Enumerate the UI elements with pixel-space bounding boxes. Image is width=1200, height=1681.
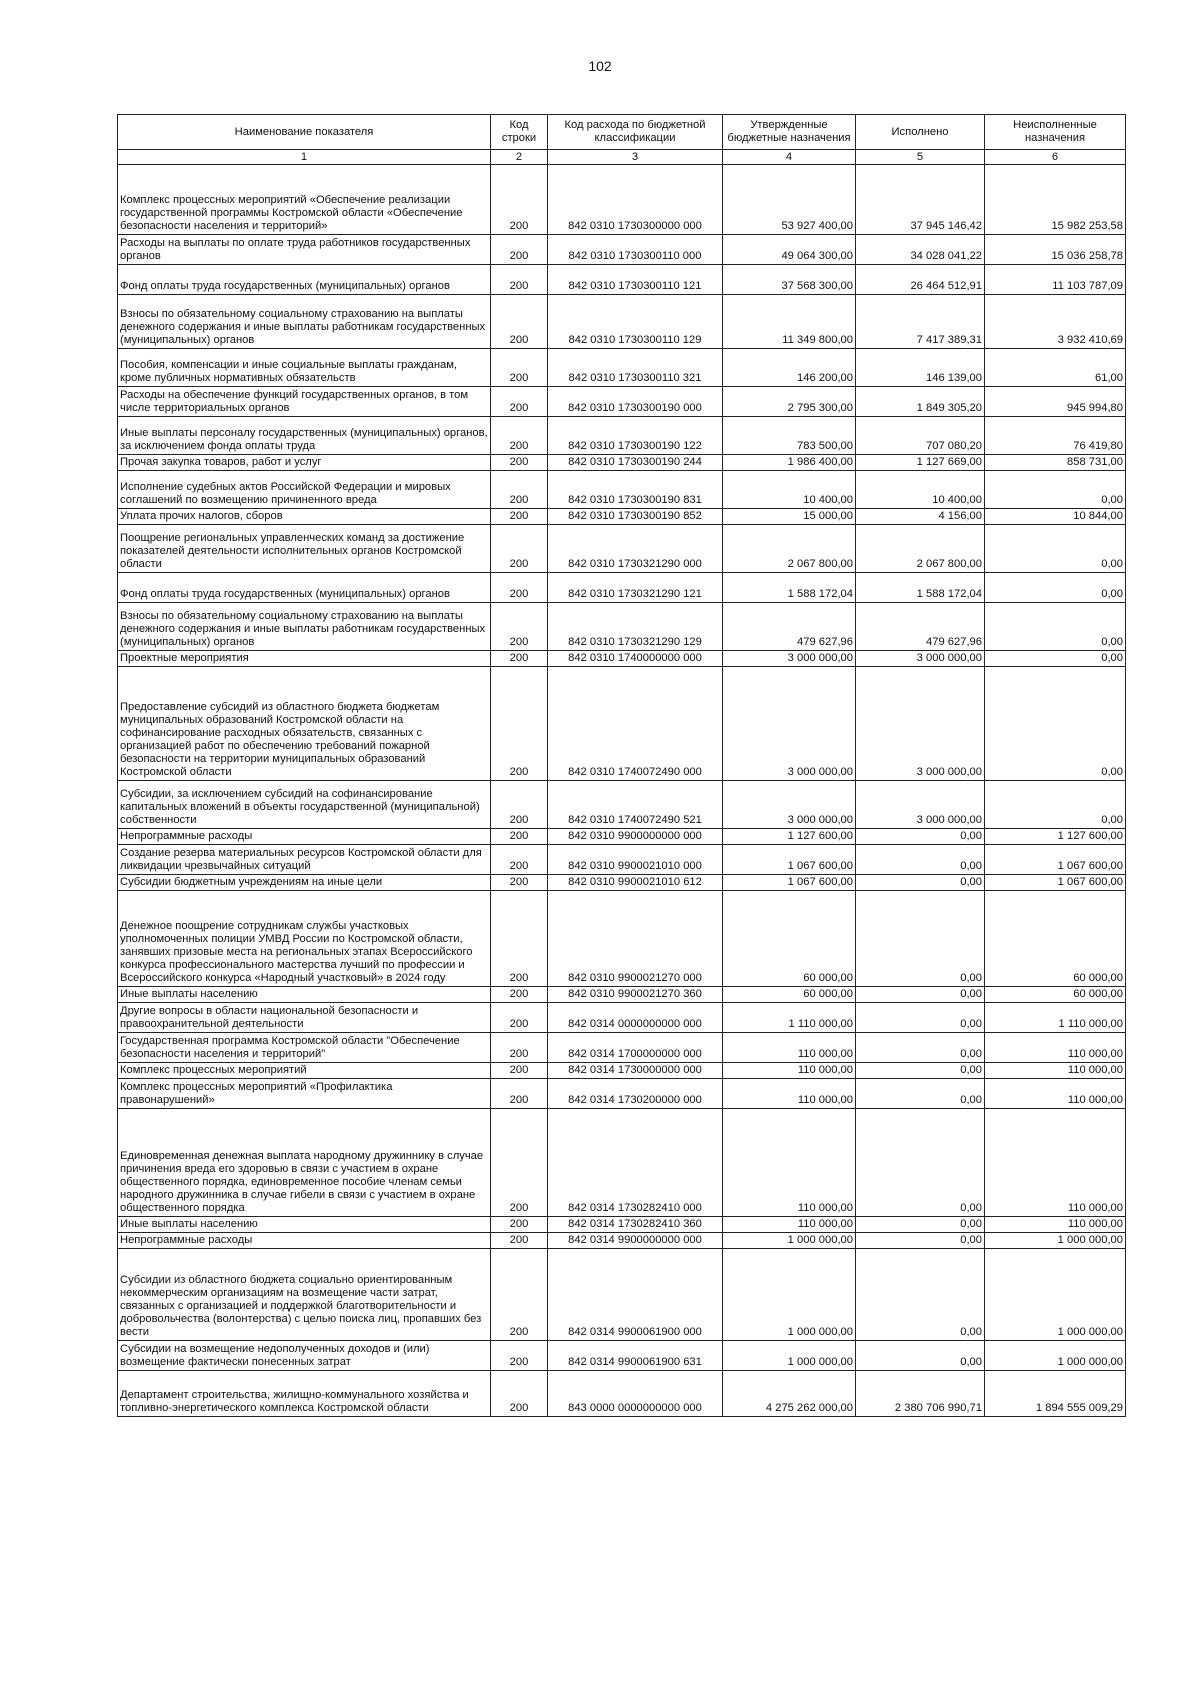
- executed-amount-cell: 0,00: [856, 875, 985, 891]
- header-line-code: Код строки: [491, 115, 548, 150]
- unexecuted-amount-cell: 3 932 410,69: [985, 295, 1126, 349]
- column-number: 5: [856, 150, 985, 165]
- indicator-name-cell: Субсидии бюджетным учреждениям на иные цели: [118, 875, 491, 891]
- indicator-name-cell: Взносы по обязательному социальному страхованию на выплаты денежного содержания и иные выплаты работникам государственных (муниципальных) органов: [118, 603, 491, 651]
- column-number: 1: [118, 150, 491, 165]
- table-row: [118, 265, 1126, 295]
- line-code-cell: 200: [491, 165, 548, 235]
- unexecuted-amount-cell: 61,00: [985, 349, 1126, 387]
- line-code-cell: 200: [491, 1249, 548, 1341]
- page-number: 102: [588, 58, 612, 74]
- table-row: [118, 235, 1126, 265]
- budget-class-cell: 842 0310 1730300000 000: [548, 165, 723, 235]
- unexecuted-amount-cell: 1 067 600,00: [985, 875, 1126, 891]
- unexecuted-amount-cell: 110 000,00: [985, 1109, 1126, 1217]
- approved-amount-cell: 783 500,00: [723, 417, 856, 455]
- table-row: [118, 1063, 1126, 1079]
- budget-class-cell: 842 0310 9900021270 000: [548, 891, 723, 987]
- budget-class-cell: 843 0000 0000000000 000: [548, 1371, 723, 1417]
- executed-amount-cell: 1 127 669,00: [856, 455, 985, 471]
- column-number-row: [118, 150, 1126, 165]
- table-row: [118, 667, 1126, 781]
- header-approved: Утвержденные бюджетные назначения: [723, 115, 856, 150]
- executed-amount-cell: 707 080,20: [856, 417, 985, 455]
- unexecuted-amount-cell: 15 982 253,58: [985, 165, 1126, 235]
- executed-amount-cell: 0,00: [856, 845, 985, 875]
- budget-class-cell: 842 0310 1730300190 244: [548, 455, 723, 471]
- indicator-name-cell: Единовременная денежная выплата народному дружиннику в случае причинения вреда его здоровью в связи с участием в охране общественного порядка, единовременное пособие членам семьи народного дружинника в случае гибели в связи с участием в охране общественного порядка: [118, 1109, 491, 1217]
- table-row: [118, 295, 1126, 349]
- approved-amount-cell: 4 275 262 000,00: [723, 1371, 856, 1417]
- approved-amount-cell: 110 000,00: [723, 1109, 856, 1217]
- executed-amount-cell: 0,00: [856, 1341, 985, 1371]
- approved-amount-cell: 1 000 000,00: [723, 1341, 856, 1371]
- executed-amount-cell: 0,00: [856, 1003, 985, 1033]
- executed-amount-cell: 37 945 146,42: [856, 165, 985, 235]
- unexecuted-amount-cell: 1 067 600,00: [985, 845, 1126, 875]
- line-code-cell: 200: [491, 603, 548, 651]
- unexecuted-amount-cell: 0,00: [985, 651, 1126, 667]
- line-code-cell: 200: [491, 509, 548, 525]
- table-row: [118, 1109, 1126, 1217]
- unexecuted-amount-cell: 15 036 258,78: [985, 235, 1126, 265]
- line-code-cell: 200: [491, 875, 548, 891]
- executed-amount-cell: 0,00: [856, 1063, 985, 1079]
- approved-amount-cell: 110 000,00: [723, 1033, 856, 1063]
- indicator-name-cell: Исполнение судебных актов Российской Федерации и мировых соглашений по возмещению причиненного вреда: [118, 471, 491, 509]
- budget-class-cell: 842 0314 1730200000 000: [548, 1079, 723, 1109]
- indicator-name-cell: Другие вопросы в области национальной безопасности и правоохранительной деятельности: [118, 1003, 491, 1033]
- unexecuted-amount-cell: 110 000,00: [985, 1079, 1126, 1109]
- indicator-name-cell: Прочая закупка товаров, работ и услуг: [118, 455, 491, 471]
- approved-amount-cell: 1 067 600,00: [723, 875, 856, 891]
- unexecuted-amount-cell: 0,00: [985, 525, 1126, 573]
- budget-class-cell: 842 0310 1730300190 122: [548, 417, 723, 455]
- table-row: [118, 471, 1126, 509]
- unexecuted-amount-cell: 10 844,00: [985, 509, 1126, 525]
- line-code-cell: 200: [491, 891, 548, 987]
- budget-class-cell: 842 0310 1730321290 129: [548, 603, 723, 651]
- indicator-name-cell: Субсидии на возмещение недополученных доходов и (или) возмещение фактически понесенных затрат: [118, 1341, 491, 1371]
- table-row: [118, 349, 1126, 387]
- line-code-cell: 200: [491, 387, 548, 417]
- approved-amount-cell: 479 627,96: [723, 603, 856, 651]
- line-code-cell: 200: [491, 417, 548, 455]
- unexecuted-amount-cell: 858 731,00: [985, 455, 1126, 471]
- line-code-cell: 200: [491, 1233, 548, 1249]
- approved-amount-cell: 1 110 000,00: [723, 1003, 856, 1033]
- table-row: [118, 603, 1126, 651]
- unexecuted-amount-cell: 1 127 600,00: [985, 829, 1126, 845]
- line-code-cell: 200: [491, 295, 548, 349]
- line-code-cell: 200: [491, 781, 548, 829]
- indicator-name-cell: Субсидии из областного бюджета социально ориентированным некоммерческим организациям на возмещение части затрат, связанных с организацией и поддержкой благотворительности и добровольчества (волонтерства) с целью поиска лиц, пропавших без вести: [118, 1249, 491, 1341]
- table-row: [118, 417, 1126, 455]
- indicator-name-cell: Взносы по обязательному социальному страхованию на выплаты денежного содержания и иные выплаты работникам государственных (муниципальных) органов: [118, 295, 491, 349]
- unexecuted-amount-cell: 1 110 000,00: [985, 1003, 1126, 1033]
- line-code-cell: 200: [491, 1079, 548, 1109]
- line-code-cell: 200: [491, 1033, 548, 1063]
- column-number: 4: [723, 150, 856, 165]
- executed-amount-cell: 0,00: [856, 1217, 985, 1233]
- approved-amount-cell: 49 064 300,00: [723, 235, 856, 265]
- executed-amount-cell: 0,00: [856, 1249, 985, 1341]
- header-row: [118, 115, 1126, 150]
- budget-class-cell: 842 0310 1730321290 000: [548, 525, 723, 573]
- table-row: [118, 651, 1126, 667]
- unexecuted-amount-cell: 0,00: [985, 667, 1126, 781]
- table-row: [118, 165, 1126, 235]
- budget-class-cell: 842 0314 1730000000 000: [548, 1063, 723, 1079]
- table-row: [118, 891, 1126, 987]
- approved-amount-cell: 60 000,00: [723, 987, 856, 1003]
- indicator-name-cell: Комплекс процессных мероприятий «Профилактика правонарушений»: [118, 1079, 491, 1109]
- table-row: [118, 1079, 1126, 1109]
- line-code-cell: 200: [491, 349, 548, 387]
- table-row: [118, 875, 1126, 891]
- indicator-name-cell: Предоставление субсидий из областного бюджета бюджетам муниципальных образований Костромской области на софинансирование расходных обязательств, связанных с организацией работ по обеспечению требований пожарной безопасности на территории муниципальных образований Костромской области: [118, 667, 491, 781]
- approved-amount-cell: 2 795 300,00: [723, 387, 856, 417]
- approved-amount-cell: 15 000,00: [723, 509, 856, 525]
- executed-amount-cell: 0,00: [856, 891, 985, 987]
- table-row: [118, 1341, 1126, 1371]
- budget-class-cell: 842 0310 9900021010 612: [548, 875, 723, 891]
- table-row: [118, 1003, 1126, 1033]
- executed-amount-cell: 0,00: [856, 1033, 985, 1063]
- approved-amount-cell: 60 000,00: [723, 891, 856, 987]
- budget-class-cell: 842 0310 1740072490 000: [548, 667, 723, 781]
- header-indicator-name: Наименование показателя: [118, 115, 491, 150]
- approved-amount-cell: 3 000 000,00: [723, 651, 856, 667]
- executed-amount-cell: 2 380 706 990,71: [856, 1371, 985, 1417]
- approved-amount-cell: 110 000,00: [723, 1079, 856, 1109]
- table-row: [118, 987, 1126, 1003]
- unexecuted-amount-cell: 945 994,80: [985, 387, 1126, 417]
- executed-amount-cell: 0,00: [856, 829, 985, 845]
- executed-amount-cell: 479 627,96: [856, 603, 985, 651]
- budget-class-cell: 842 0310 1740072490 521: [548, 781, 723, 829]
- unexecuted-amount-cell: 1 000 000,00: [985, 1233, 1126, 1249]
- table-row: [118, 1033, 1126, 1063]
- budget-class-cell: 842 0310 1730300190 000: [548, 387, 723, 417]
- table-row: [118, 509, 1126, 525]
- approved-amount-cell: 10 400,00: [723, 471, 856, 509]
- line-code-cell: 200: [491, 1371, 548, 1417]
- unexecuted-amount-cell: 76 419,80: [985, 417, 1126, 455]
- approved-amount-cell: 2 067 800,00: [723, 525, 856, 573]
- executed-amount-cell: 4 156,00: [856, 509, 985, 525]
- line-code-cell: 200: [491, 1109, 548, 1217]
- executed-amount-cell: 0,00: [856, 1233, 985, 1249]
- line-code-cell: 200: [491, 1217, 548, 1233]
- line-code-cell: 200: [491, 845, 548, 875]
- indicator-name-cell: Иные выплаты населению: [118, 1217, 491, 1233]
- budget-class-cell: 842 0314 0000000000 000: [548, 1003, 723, 1033]
- approved-amount-cell: 110 000,00: [723, 1063, 856, 1079]
- budget-class-cell: 842 0310 1730300110 000: [548, 235, 723, 265]
- unexecuted-amount-cell: 0,00: [985, 573, 1126, 603]
- executed-amount-cell: 1 849 305,20: [856, 387, 985, 417]
- budget-class-cell: 842 0310 9900021270 360: [548, 987, 723, 1003]
- indicator-name-cell: Пособия, компенсации и иные социальные выплаты гражданам, кроме публичных нормативных обязательств: [118, 349, 491, 387]
- header-executed: Исполнено: [856, 115, 985, 150]
- budget-class-cell: 842 0310 1740000000 000: [548, 651, 723, 667]
- indicator-name-cell: Субсидии, за исключением субсидий на софинансирование капитальных вложений в объекты государственной (муниципальной) собственности: [118, 781, 491, 829]
- unexecuted-amount-cell: 110 000,00: [985, 1033, 1126, 1063]
- indicator-name-cell: Расходы на обеспечение функций государственных органов, в том числе территориальных органов: [118, 387, 491, 417]
- budget-class-cell: 842 0314 9900061900 631: [548, 1341, 723, 1371]
- unexecuted-amount-cell: 1 000 000,00: [985, 1249, 1126, 1341]
- budget-class-cell: 842 0314 9900061900 000: [548, 1249, 723, 1341]
- indicator-name-cell: Непрограммные расходы: [118, 829, 491, 845]
- budget-class-cell: 842 0314 1730282410 000: [548, 1109, 723, 1217]
- line-code-cell: 200: [491, 829, 548, 845]
- indicator-name-cell: Денежное поощрение сотрудникам службы участковых уполномоченных полиции УМВД России по Костромской области, занявших призовые места на региональных этапах Всероссийского конкурса профессионального мастерства лучший по профессии и Всероссийского конкурса «Народный участковый» в 2024 году: [118, 891, 491, 987]
- executed-amount-cell: 10 400,00: [856, 471, 985, 509]
- executed-amount-cell: 0,00: [856, 987, 985, 1003]
- line-code-cell: 200: [491, 455, 548, 471]
- indicator-name-cell: Фонд оплаты труда государственных (муниципальных) органов: [118, 573, 491, 603]
- executed-amount-cell: 2 067 800,00: [856, 525, 985, 573]
- unexecuted-amount-cell: 1 000 000,00: [985, 1341, 1126, 1371]
- indicator-name-cell: Комплекс процессных мероприятий: [118, 1063, 491, 1079]
- line-code-cell: 200: [491, 265, 548, 295]
- unexecuted-amount-cell: 60 000,00: [985, 987, 1126, 1003]
- table-row: [118, 1249, 1126, 1341]
- budget-class-cell: 842 0310 1730300110 129: [548, 295, 723, 349]
- executed-amount-cell: 3 000 000,00: [856, 781, 985, 829]
- table-row: [118, 455, 1126, 471]
- approved-amount-cell: 37 568 300,00: [723, 265, 856, 295]
- budget-class-cell: 842 0310 9900000000 000: [548, 829, 723, 845]
- approved-amount-cell: 1 127 600,00: [723, 829, 856, 845]
- unexecuted-amount-cell: 11 103 787,09: [985, 265, 1126, 295]
- indicator-name-cell: Иные выплаты населению: [118, 987, 491, 1003]
- indicator-name-cell: Проектные мероприятия: [118, 651, 491, 667]
- line-code-cell: 200: [491, 1341, 548, 1371]
- unexecuted-amount-cell: 110 000,00: [985, 1217, 1126, 1233]
- approved-amount-cell: 1 067 600,00: [723, 845, 856, 875]
- line-code-cell: 200: [491, 667, 548, 781]
- executed-amount-cell: 146 139,00: [856, 349, 985, 387]
- budget-class-cell: 842 0310 9900021010 000: [548, 845, 723, 875]
- indicator-name-cell: Иные выплаты персоналу государственных (муниципальных) органов, за исключением фонда оплаты труда: [118, 417, 491, 455]
- budget-class-cell: 842 0310 1730300110 121: [548, 265, 723, 295]
- table-row: [118, 845, 1126, 875]
- column-number: 3: [548, 150, 723, 165]
- executed-amount-cell: 3 000 000,00: [856, 667, 985, 781]
- unexecuted-amount-cell: 0,00: [985, 603, 1126, 651]
- budget-class-cell: 842 0314 9900000000 000: [548, 1233, 723, 1249]
- table-row: [118, 525, 1126, 573]
- line-code-cell: 200: [491, 235, 548, 265]
- unexecuted-amount-cell: 110 000,00: [985, 1063, 1126, 1079]
- executed-amount-cell: 26 464 512,91: [856, 265, 985, 295]
- line-code-cell: 200: [491, 1063, 548, 1079]
- approved-amount-cell: 1 588 172,04: [723, 573, 856, 603]
- indicator-name-cell: Государственная программа Костромской области "Обеспечение безопасности населения и территорий": [118, 1033, 491, 1063]
- approved-amount-cell: 53 927 400,00: [723, 165, 856, 235]
- executed-amount-cell: 1 588 172,04: [856, 573, 985, 603]
- line-code-cell: 200: [491, 987, 548, 1003]
- line-code-cell: 200: [491, 525, 548, 573]
- table-row: [118, 573, 1126, 603]
- budget-class-cell: 842 0314 1700000000 000: [548, 1033, 723, 1063]
- approved-amount-cell: 1 000 000,00: [723, 1249, 856, 1341]
- unexecuted-amount-cell: 1 894 555 009,29: [985, 1371, 1126, 1417]
- column-number: 6: [985, 150, 1126, 165]
- budget-class-cell: 842 0310 1730300110 321: [548, 349, 723, 387]
- table-row: [118, 1371, 1126, 1417]
- approved-amount-cell: 1 986 400,00: [723, 455, 856, 471]
- line-code-cell: 200: [491, 651, 548, 667]
- table-body: [118, 165, 1126, 1417]
- column-number: 2: [491, 150, 548, 165]
- approved-amount-cell: 3 000 000,00: [723, 667, 856, 781]
- executed-amount-cell: 0,00: [856, 1079, 985, 1109]
- budget-class-cell: 842 0310 1730321290 121: [548, 573, 723, 603]
- indicator-name-cell: Поощрение региональных управленческих команд за достижение показателей деятельности исполнительных органов Костромской области: [118, 525, 491, 573]
- indicator-name-cell: Комплекс процессных мероприятий «Обеспечение реализации государственной программы Костромской области «Обеспечение безопасности населения и территорий»: [118, 165, 491, 235]
- indicator-name-cell: Непрограммные расходы: [118, 1233, 491, 1249]
- indicator-name-cell: Уплата прочих налогов, сборов: [118, 509, 491, 525]
- approved-amount-cell: 1 000 000,00: [723, 1233, 856, 1249]
- header-unexecuted: Неисполненные назначения: [985, 115, 1126, 150]
- indicator-name-cell: Расходы на выплаты по оплате труда работников государственных органов: [118, 235, 491, 265]
- approved-amount-cell: 146 200,00: [723, 349, 856, 387]
- table-row: [118, 387, 1126, 417]
- table-row: [118, 781, 1126, 829]
- table-row: [118, 829, 1126, 845]
- unexecuted-amount-cell: 60 000,00: [985, 891, 1126, 987]
- table-row: [118, 1217, 1126, 1233]
- executed-amount-cell: 0,00: [856, 1109, 985, 1217]
- indicator-name-cell: Фонд оплаты труда государственных (муниципальных) органов: [118, 265, 491, 295]
- executed-amount-cell: 3 000 000,00: [856, 651, 985, 667]
- executed-amount-cell: 7 417 389,31: [856, 295, 985, 349]
- budget-class-cell: 842 0314 1730282410 360: [548, 1217, 723, 1233]
- line-code-cell: 200: [491, 573, 548, 603]
- approved-amount-cell: 110 000,00: [723, 1217, 856, 1233]
- unexecuted-amount-cell: 0,00: [985, 471, 1126, 509]
- indicator-name-cell: Создание резерва материальных ресурсов Костромской области для ликвидации чрезвычайных ситуаций: [118, 845, 491, 875]
- table-row: [118, 1233, 1126, 1249]
- executed-amount-cell: 34 028 041,22: [856, 235, 985, 265]
- header-budget-classification: Код расхода по бюджетной классификации: [548, 115, 723, 150]
- approved-amount-cell: 3 000 000,00: [723, 781, 856, 829]
- indicator-name-cell: Департамент строительства, жилищно-коммунального хозяйства и топливно-энергетического комплекса Костромской области: [118, 1371, 491, 1417]
- unexecuted-amount-cell: 0,00: [985, 781, 1126, 829]
- budget-execution-table: [117, 114, 1126, 1417]
- approved-amount-cell: 11 349 800,00: [723, 295, 856, 349]
- budget-class-cell: 842 0310 1730300190 852: [548, 509, 723, 525]
- budget-class-cell: 842 0310 1730300190 831: [548, 471, 723, 509]
- line-code-cell: 200: [491, 471, 548, 509]
- line-code-cell: 200: [491, 1003, 548, 1033]
